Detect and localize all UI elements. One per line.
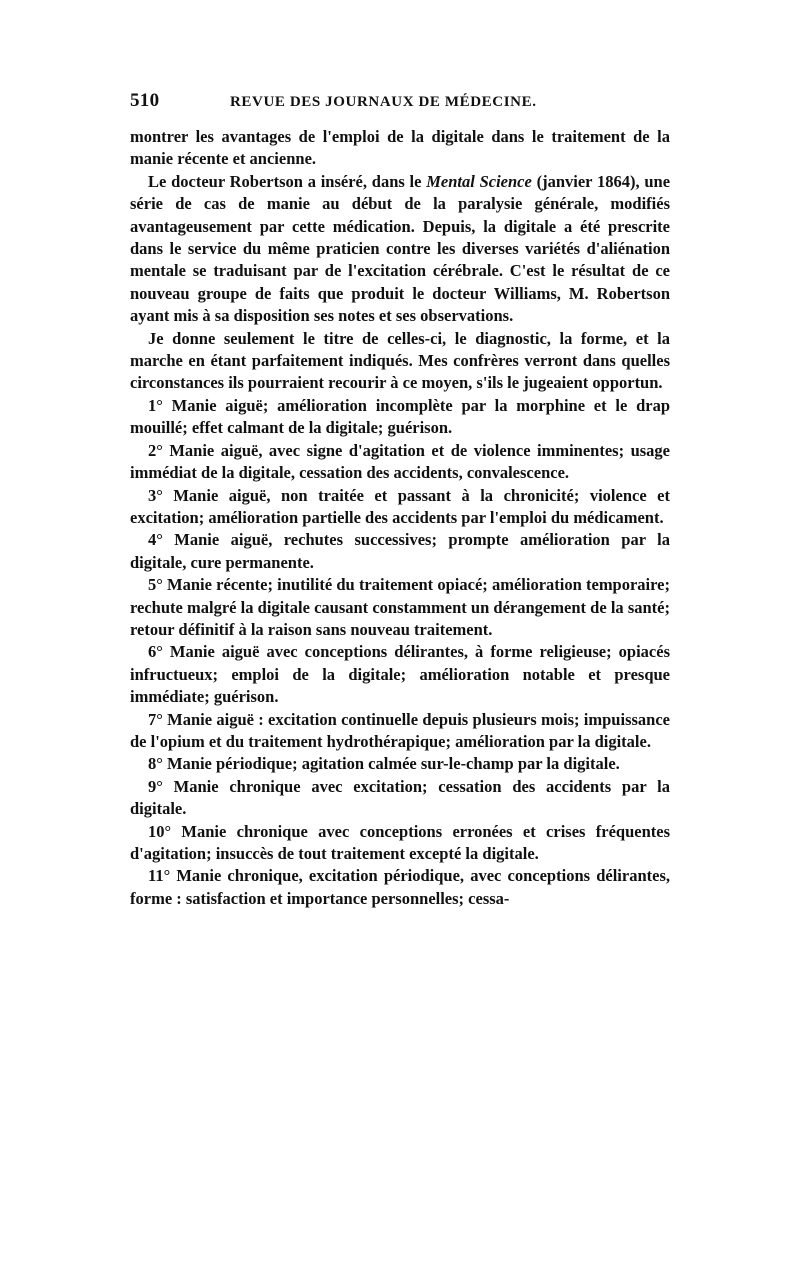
case-item-10: 10° Manie chronique avec conceptions erronées et crises fréquentes d'agitation; insuccès de tout traitement excepté la digitale. (130, 821, 670, 863)
paragraph-intro: Je donne seulement le titre de celles-ci, le diagnostic, la forme, et la marche en étant parfaitement indiqués. Mes confrères verront dans quelles circonstances ils pourraient recourir à ce moyen, s'ils le jugeaient opportun. (130, 328, 670, 393)
book-page (130, 90, 670, 910)
case-item-6: 6° Manie aiguë avec conceptions délirantes, à forme religieuse; opiacés infructueux; emploi de la digitale; amélioration notable et presque immédiate; guérison. (130, 642, 670, 707)
case-item-5: 5° Manie récente; inutilité du traitement opiacé; amélioration temporaire; rechute malgré la digitale causant constamment un dérangement de la santé; retour définitif à la raison sans nouveau traitement. (130, 575, 670, 639)
paragraph-continuation: montrer les avantages de l'emploi de la digitale dans le traitement de la manie récente et ancienne. (130, 127, 670, 169)
case-item-9: 9° Manie chronique avec excitation; cessation des accidents par la digitale. (130, 776, 670, 819)
case-item-8: 8° Manie périodique; agitation calmée sur-le-champ par la digitale. (148, 754, 620, 774)
paragraph-robertson-rest: (janvier 1864), une série de cas de manie au début de la paralysie générale, modifiés avantageusement par cette médication. Depuis, la digitale a été prescrite dans le service du même praticien contre les diverses variétés d'aliénation mentale se traduisant par de l'excitation cérébrale. C'est le résultat de ce nouveau groupe de faits que produit le docteur Williams, M. Robertson ayant mis à sa disposition ses notes et ses observations. (130, 171, 671, 326)
journal-name-italic: Mental Science (426, 171, 532, 191)
journal-title: REVUE DES JOURNAUX DE MÉDECINE. (230, 94, 537, 110)
case-item-1: 1° Manie aiguë; amélioration incomplète par la morphine et le drap mouillé; effet calmant de la digitale; guérison. (130, 395, 670, 438)
running-head (130, 90, 670, 120)
paragraph-robertson-start: Le docteur Robertson a inséré, dans le (148, 171, 422, 191)
page-number: 510 (130, 90, 160, 111)
case-item-11: 11° Manie chronique, excitation périodique, avec conceptions délirantes, forme : satisfaction et importance personnelles; cessa- (130, 866, 670, 908)
case-item-7: 7° Manie aiguë : excitation continuelle depuis plusieurs mois; impuissance de l'opium et du traitement hydrothérapique; amélioration par la digitale. (130, 709, 670, 751)
case-item-2: 2° Manie aiguë, avec signe d'agitation et de violence imminentes; usage immédiat de la digitale, cessation des accidents, convalescence. (130, 440, 670, 483)
paragraph-robertson (130, 171, 670, 328)
case-item-3: 3° Manie aiguë, non traitée et passant à la chronicité; violence et excitation; amélioration partielle des accidents par l'emploi du médicament. (130, 485, 670, 527)
body-text (130, 126, 670, 910)
case-item-4: 4° Manie aiguë, rechutes successives; prompte amélioration par la digitale, cure permanente. (130, 530, 670, 572)
